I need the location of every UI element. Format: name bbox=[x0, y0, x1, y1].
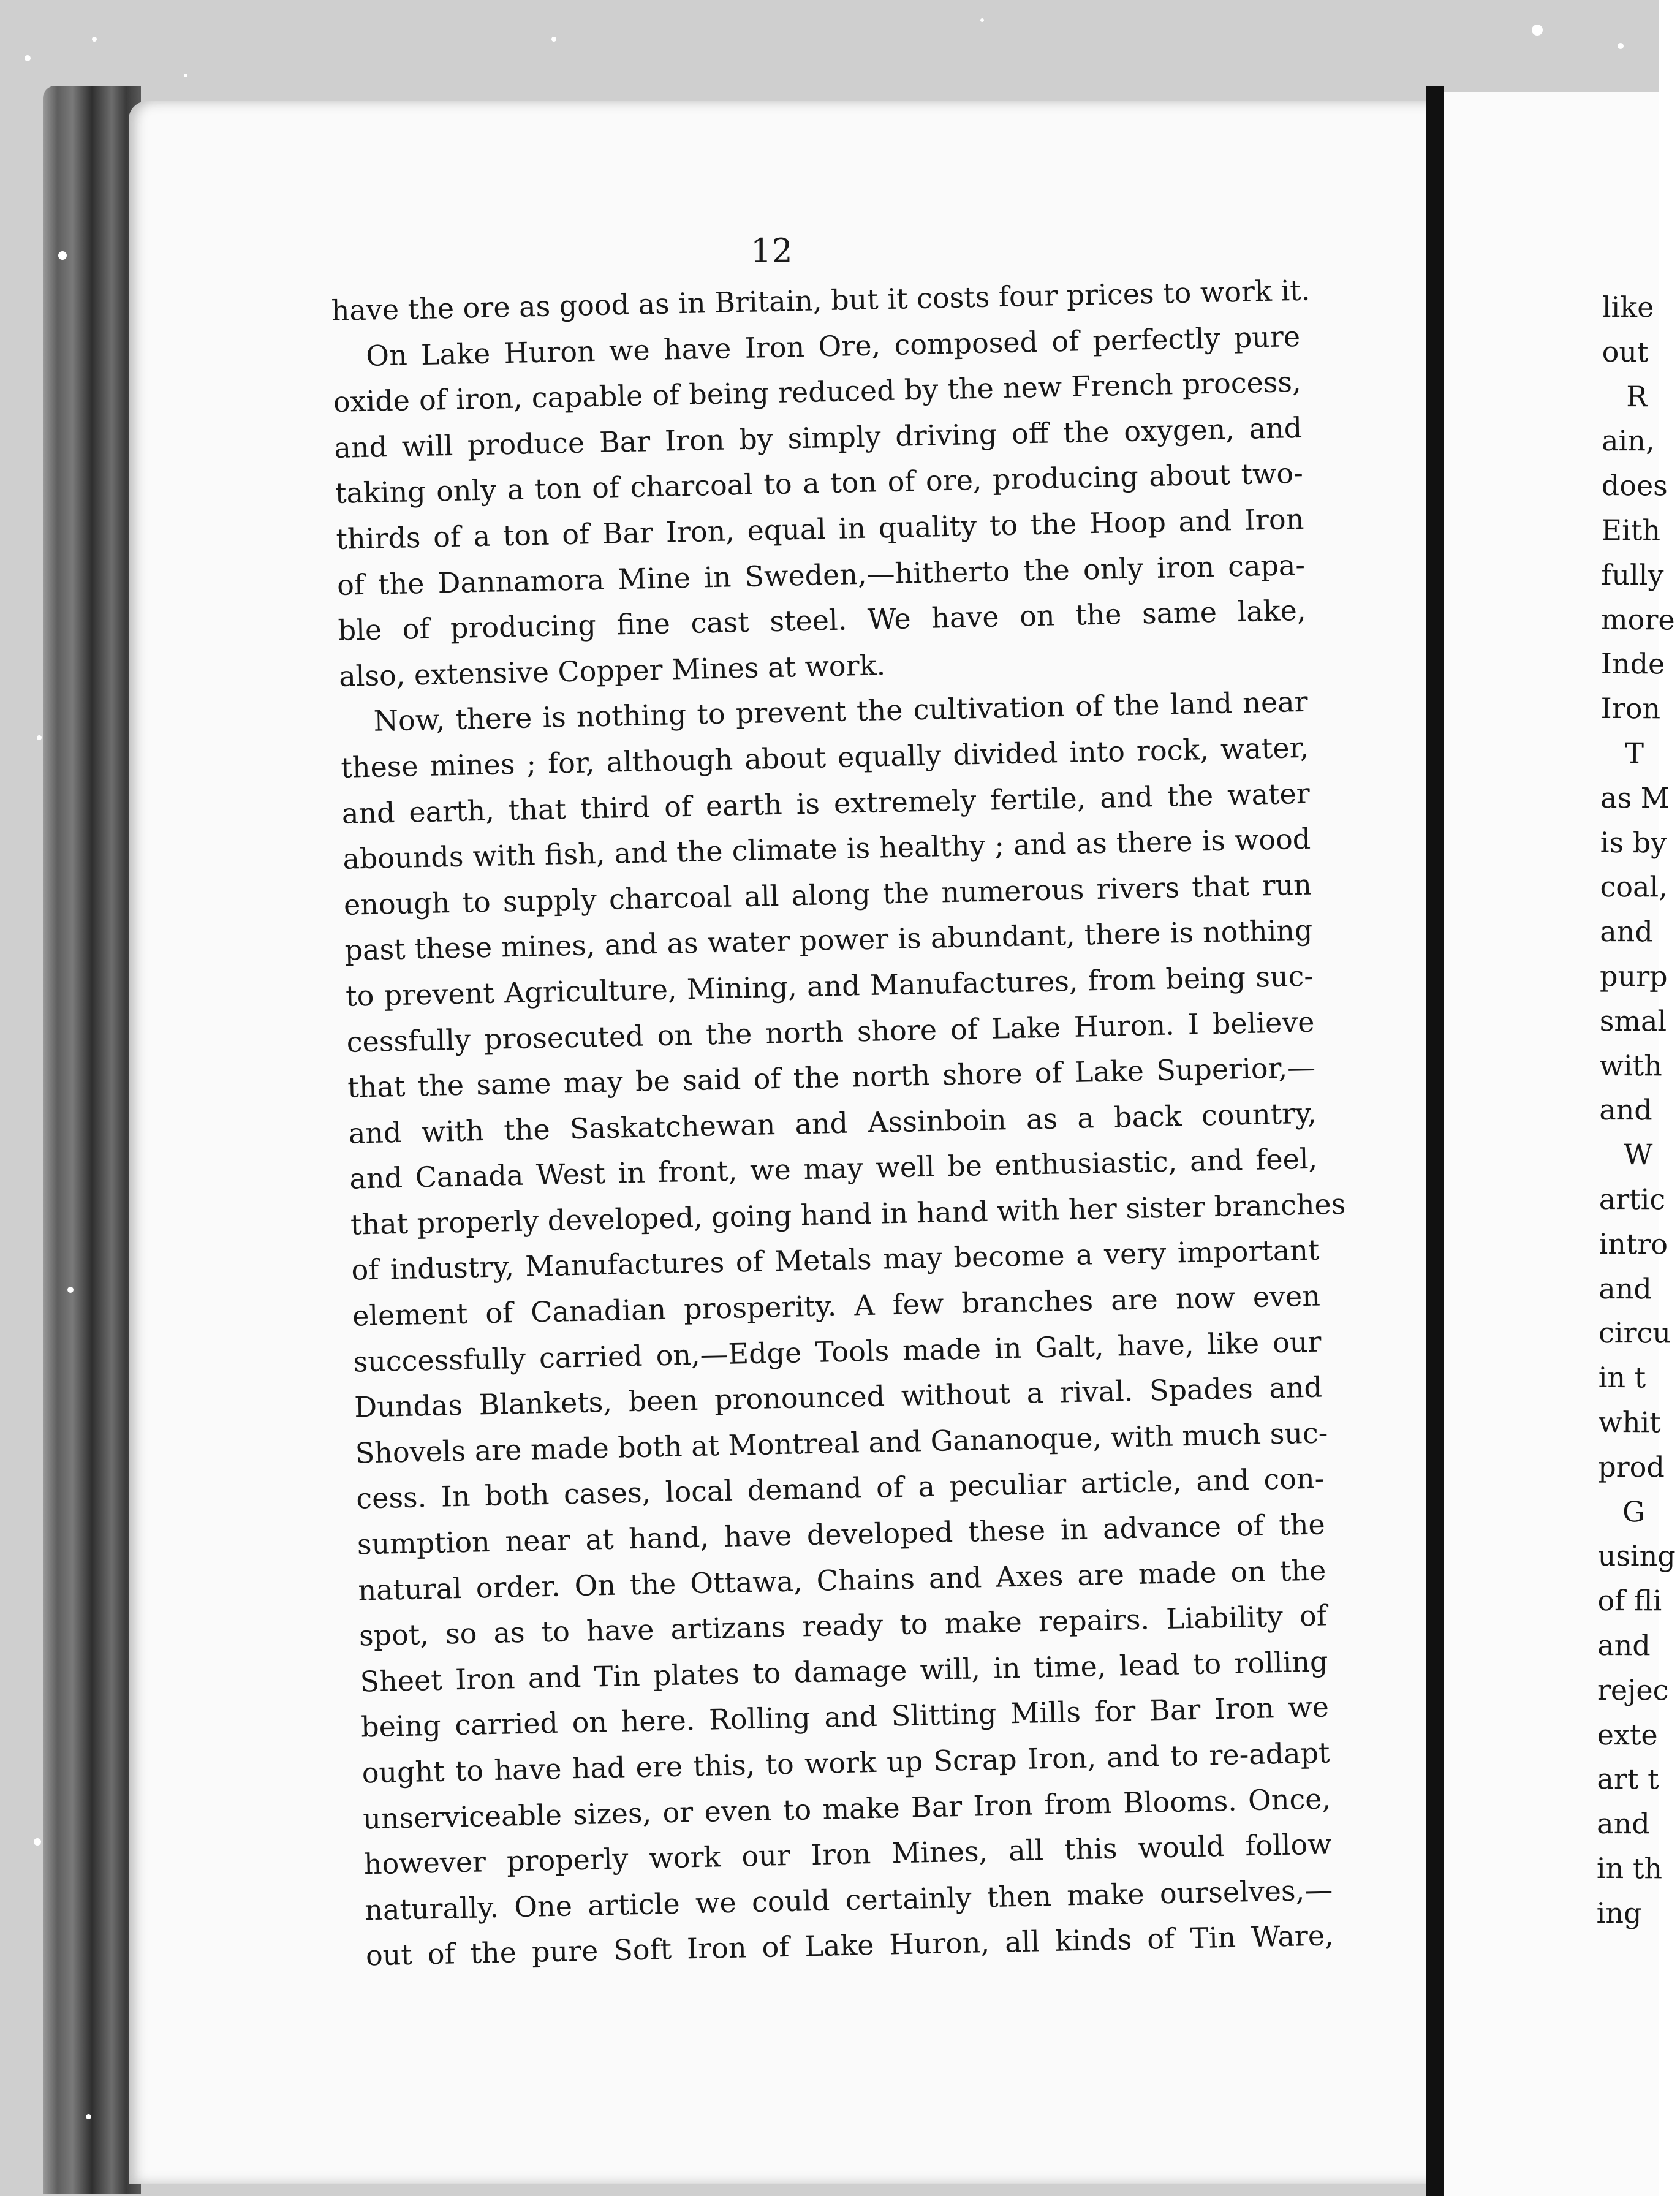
text-line: to prevent Agriculture, Mining, and Manufactures, from being suc- bbox=[345, 959, 1314, 1013]
facing-text-line: intro bbox=[1599, 1227, 1668, 1261]
dust-speck bbox=[551, 37, 556, 42]
text-line: oxide of iron, capable of being reduced by the new French process, bbox=[333, 365, 1302, 419]
facing-text-line: purp bbox=[1599, 959, 1668, 993]
dust-speck bbox=[25, 55, 31, 61]
dust-speck bbox=[1618, 43, 1624, 49]
text-line: On Lake Huron we have Iron Ore, composed of perfectly pure bbox=[365, 319, 1301, 373]
text-line: successfully carried on,—Edge Tools made in Galt, have, like our bbox=[353, 1325, 1322, 1379]
text-line: unserviceable sizes, or even to make Bar Iron from Blooms. Once, bbox=[362, 1781, 1331, 1836]
facing-text-line: ain, bbox=[1602, 424, 1655, 458]
text-line: and earth, that third of earth is extremely fertile, and the water bbox=[341, 776, 1311, 830]
dust-speck bbox=[1532, 25, 1543, 36]
facing-text-line: artic bbox=[1599, 1182, 1666, 1216]
facing-text-line: Inde bbox=[1600, 647, 1665, 681]
text-line: Now, there is nothing to prevent the cultivation of the land near bbox=[373, 685, 1309, 738]
facing-text-line: using bbox=[1597, 1539, 1676, 1573]
facing-text-line: rejec bbox=[1597, 1673, 1669, 1707]
facing-text-line: circu bbox=[1598, 1316, 1671, 1350]
facing-text-line: Eith bbox=[1601, 513, 1661, 547]
facing-text-line: exte bbox=[1597, 1717, 1658, 1751]
text-line: naturally. One article we could certainly then make ourselves,— bbox=[364, 1873, 1333, 1927]
facing-text-line: art t bbox=[1597, 1762, 1659, 1796]
text-line: enough to supply charcoal all along the numerous rivers that run bbox=[343, 868, 1312, 922]
facing-text-line: ing bbox=[1596, 1896, 1642, 1929]
facing-text-line: like bbox=[1602, 290, 1654, 324]
page-number: 12 bbox=[751, 232, 793, 270]
text-line: thirds of a ton of Bar Iron, equal in quality to the Hoop and Iron bbox=[336, 502, 1304, 556]
facing-text-line: smal bbox=[1599, 1004, 1667, 1038]
facing-text-line: prod bbox=[1598, 1450, 1665, 1484]
text-line: past these mines, and as water power is abundant, there is nothing bbox=[344, 913, 1313, 967]
text-line: however properly work our Iron Mines, all this would follow bbox=[363, 1827, 1333, 1881]
text-line: cess. In both cases, local demand of a peculiar article, and con- bbox=[355, 1461, 1325, 1515]
facing-text-line: coal, bbox=[1600, 870, 1668, 904]
facing-text-line: and bbox=[1597, 1628, 1651, 1662]
dust-speck bbox=[67, 1287, 74, 1293]
text-line: and will produce Bar Iron by simply driving off the oxygen, and bbox=[333, 411, 1303, 464]
facing-text-line: of fli bbox=[1597, 1584, 1662, 1618]
book-page-edges bbox=[43, 86, 141, 2194]
facing-page-text-fragment bbox=[1596, 285, 1676, 1936]
text-line: natural order. On the Ottawa, Chains and Axes are made on the bbox=[357, 1553, 1326, 1607]
facing-text-line: as M bbox=[1600, 781, 1670, 815]
text-line: these mines ; for, although about equally divided into rock, water, bbox=[340, 730, 1309, 784]
text-line: have the ore as good as in Britain, but it costs four prices to work it. bbox=[331, 273, 1311, 327]
text-line: ought to have had ere this, to work up Scrap Iron, and to re-adapt bbox=[361, 1736, 1330, 1790]
facing-text-line: and bbox=[1597, 1807, 1650, 1841]
text-line: Sheet Iron and Tin plates to damage will, in time, lead to rolling bbox=[360, 1645, 1328, 1698]
text-line: Shovels are made both at Montreal and Gananoque, with much suc- bbox=[355, 1416, 1328, 1470]
dust-speck bbox=[34, 1838, 41, 1846]
facing-text-line: in th bbox=[1596, 1851, 1663, 1885]
dust-speck bbox=[86, 2114, 91, 2119]
text-line: that properly developed, going hand in hand with her sister branches bbox=[350, 1187, 1346, 1241]
facing-text-line: is by bbox=[1600, 825, 1667, 859]
text-line: taking only a ton of charcoal to a ton of ore, producing about two- bbox=[335, 456, 1304, 510]
text-line: also, extensive Copper Mines at work. bbox=[338, 648, 886, 693]
dust-speck bbox=[92, 37, 97, 42]
text-line: being carried on here. Rolling and Slitting Mills for Bar Iron we bbox=[360, 1690, 1330, 1744]
text-line: that the same may be said of the north shore of Lake Superior,— bbox=[347, 1050, 1316, 1104]
facing-text-line: out bbox=[1602, 335, 1649, 369]
facing-text-line: and bbox=[1599, 1271, 1652, 1305]
facing-text-line: and bbox=[1599, 1093, 1652, 1127]
text-line: and Canada West in front, we may well be enthusiastic, and feel, bbox=[349, 1142, 1318, 1195]
facing-text-line: and bbox=[1600, 915, 1653, 948]
text-line: of industry, Manufactures of Metals may become a very important bbox=[351, 1233, 1320, 1287]
text-line: and with the Saskatchewan and Assinboin as a back country, bbox=[348, 1096, 1317, 1150]
text-line: cessfully prosecuted on the north shore of Lake Huron. I believe bbox=[346, 1005, 1315, 1059]
facing-text-line: fully bbox=[1601, 558, 1664, 592]
text-line: abounds with fish, and the climate is healthy ; and as there is wood bbox=[342, 822, 1311, 876]
facing-text-line: whit bbox=[1598, 1405, 1661, 1439]
dust-speck bbox=[184, 74, 187, 77]
text-line: out of the pure Soft Iron of Lake Huron, all kinds of Tin Ware, bbox=[365, 1918, 1334, 1972]
facing-text-line: W bbox=[1623, 1138, 1653, 1172]
facing-text-line: T bbox=[1625, 736, 1644, 770]
text-line: Dundas Blankets, been pronounced without a rival. Spades and bbox=[354, 1370, 1323, 1424]
facing-text-line: R bbox=[1626, 379, 1648, 413]
facing-text-line: does bbox=[1601, 469, 1668, 502]
facing-text-line: G bbox=[1622, 1494, 1645, 1528]
text-line: ble of producing fine cast steel. We have on the same lake, bbox=[338, 593, 1306, 648]
dust-speck bbox=[980, 18, 984, 22]
dust-speck bbox=[58, 251, 67, 260]
facing-text-line: in t bbox=[1598, 1361, 1646, 1395]
facing-text-line: more bbox=[1601, 602, 1675, 636]
page-body-text bbox=[331, 268, 1346, 1978]
dust-speck bbox=[37, 735, 42, 740]
text-line: element of Canadian prosperity. A few branches are now even bbox=[352, 1279, 1321, 1333]
facing-text-line: with bbox=[1599, 1048, 1662, 1082]
text-line: spot, so as to have artizans ready to make repairs. Liability of bbox=[358, 1599, 1328, 1653]
text-line: of the Dannamora Mine in Sweden,—hitherto the only iron capa- bbox=[336, 548, 1306, 602]
book-gutter bbox=[1426, 86, 1444, 2196]
text-line: sumption near at hand, have developed these in advance of the bbox=[357, 1507, 1326, 1561]
facing-text-line: Iron bbox=[1600, 692, 1661, 725]
